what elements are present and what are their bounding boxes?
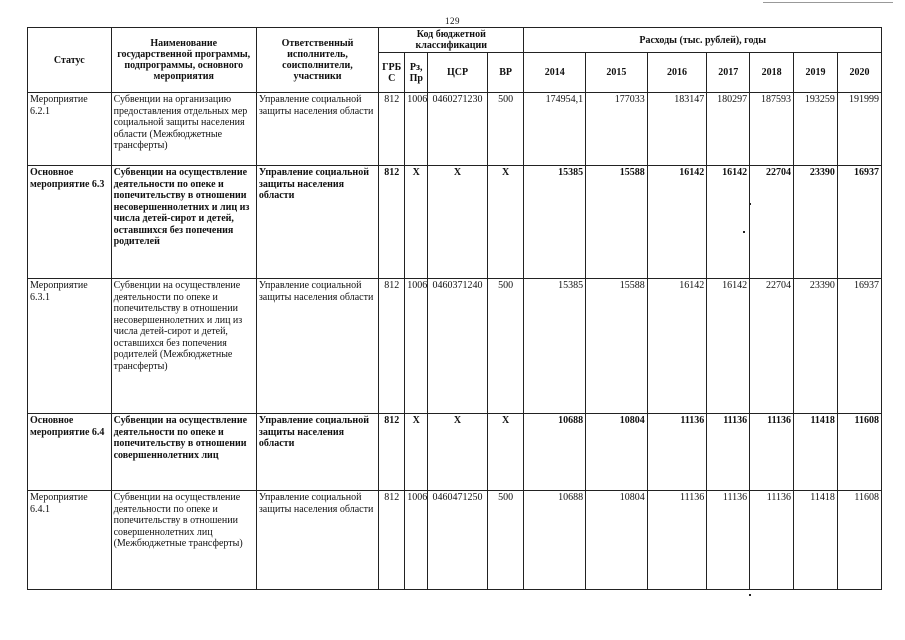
responsible-cell: Управление социальной защиты населения области	[256, 279, 378, 414]
header-year: 2020	[837, 53, 881, 93]
value-cell: 187593	[750, 93, 794, 166]
value-cell: 11136	[707, 414, 750, 491]
value-cell: 11136	[707, 491, 750, 590]
responsible-cell: Управление социальной защиты населения области	[256, 93, 378, 166]
value-cell: 22704	[750, 166, 794, 279]
scan-edge-mark	[763, 2, 893, 5]
csr-cell: 0460471250	[428, 491, 488, 590]
responsible-cell: Управление социальной защиты населения области	[256, 166, 378, 279]
scan-speck	[749, 203, 751, 205]
status-cell: Мероприятие 6.4.1	[28, 491, 112, 590]
rz-pr-cell: 1006	[405, 279, 428, 414]
scan-speck	[749, 594, 751, 596]
value-cell: 11608	[837, 491, 881, 590]
header-csr: ЦСР	[428, 53, 488, 93]
value-cell: 10688	[524, 414, 586, 491]
header-program-name: Наименование государственной программы, подпрограммы, основного мероприятия	[111, 28, 256, 93]
status-cell: Основное мероприятие 6.3	[28, 166, 112, 279]
value-cell: 11136	[647, 414, 707, 491]
value-cell: 16142	[707, 279, 750, 414]
rz-pr-cell: 1006	[405, 93, 428, 166]
name-cell: Субвенции на осуществление деятельности по опеке и попечительству в отношении несовершеннолетних и лиц из числа детей-сирот и детей, оставшихся без попечения родителей	[111, 166, 256, 279]
table-row	[28, 491, 882, 590]
header-status: Статус	[28, 28, 112, 93]
value-cell: 10804	[586, 491, 648, 590]
value-cell: 11136	[647, 491, 707, 590]
value-cell: 191999	[837, 93, 881, 166]
responsible-cell: Управление социальной защиты населения области	[256, 491, 378, 590]
header-year: 2018	[750, 53, 794, 93]
header-year: 2017	[707, 53, 750, 93]
value-cell: 15588	[586, 166, 648, 279]
page-number: 129	[445, 16, 460, 26]
value-cell: 11418	[794, 414, 838, 491]
table-row	[28, 414, 882, 491]
header-vr: ВР	[487, 53, 524, 93]
value-cell: 180297	[707, 93, 750, 166]
value-cell: 183147	[647, 93, 707, 166]
value-cell: 10688	[524, 491, 586, 590]
value-cell: 15385	[524, 279, 586, 414]
header-rz-pr: Рз, Пр	[405, 53, 428, 93]
budget-expenses-table	[27, 27, 882, 590]
csr-cell: X	[428, 414, 488, 491]
value-cell: 11418	[794, 491, 838, 590]
grbs-cell: 812	[379, 166, 405, 279]
value-cell: 15588	[586, 279, 648, 414]
name-cell: Субвенции на осуществление деятельности по опеке и попечительству в отношении совершеннолетних лиц (Межбюджетные трансферты)	[111, 491, 256, 590]
table-row	[28, 166, 882, 279]
header-year: 2014	[524, 53, 586, 93]
header-grbs: ГРБ С	[379, 53, 405, 93]
value-cell: 193259	[794, 93, 838, 166]
value-cell: 16142	[647, 279, 707, 414]
value-cell: 23390	[794, 166, 838, 279]
responsible-cell: Управление социальной защиты населения области	[256, 414, 378, 491]
header-year: 2019	[794, 53, 838, 93]
rz-pr-cell: 1006	[405, 491, 428, 590]
value-cell: 16142	[647, 166, 707, 279]
scan-speck	[743, 231, 745, 233]
table-row	[28, 93, 882, 166]
vr-cell: 500	[487, 93, 524, 166]
grbs-cell: 812	[379, 93, 405, 166]
grbs-cell: 812	[379, 491, 405, 590]
vr-cell: 500	[487, 279, 524, 414]
name-cell: Субвенции на организацию предоставления отдельных мер социальной защиты населения области (Межбюджетные трансферты)	[111, 93, 256, 166]
value-cell: 11136	[750, 491, 794, 590]
status-cell: Мероприятие 6.2.1	[28, 93, 112, 166]
status-cell: Мероприятие 6.3.1	[28, 279, 112, 414]
header-budget-code: Код бюджетной классификации	[379, 28, 524, 53]
value-cell: 16142	[707, 166, 750, 279]
name-cell: Субвенции на осуществление деятельности по опеке и попечительству в отношении совершеннолетних лиц	[111, 414, 256, 491]
vr-cell: X	[487, 166, 524, 279]
vr-cell: 500	[487, 491, 524, 590]
value-cell: 10804	[586, 414, 648, 491]
value-cell: 174954,1	[524, 93, 586, 166]
value-cell: 16937	[837, 279, 881, 414]
csr-cell: 0460271230	[428, 93, 488, 166]
rz-pr-cell: X	[405, 414, 428, 491]
csr-cell: X	[428, 166, 488, 279]
header-expenses: Расходы (тыс. рублей), годы	[524, 28, 882, 53]
table-row	[28, 279, 882, 414]
value-cell: 15385	[524, 166, 586, 279]
header-responsible: Ответственный исполнитель, соисполнители, участники	[256, 28, 378, 93]
name-cell: Субвенции на осуществление деятельности по опеке и попечительству в отношении несовершеннолетних и лиц из числа детей-сирот и детей, оставшихся без попечения родителей (Межбюджетные трансферты)	[111, 279, 256, 414]
rz-pr-cell: X	[405, 166, 428, 279]
header-row-1	[28, 28, 882, 53]
csr-cell: 0460371240	[428, 279, 488, 414]
header-year: 2016	[647, 53, 707, 93]
grbs-cell: 812	[379, 279, 405, 414]
value-cell: 177033	[586, 93, 648, 166]
header-year: 2015	[586, 53, 648, 93]
value-cell: 23390	[794, 279, 838, 414]
value-cell: 22704	[750, 279, 794, 414]
value-cell: 16937	[837, 166, 881, 279]
vr-cell: X	[487, 414, 524, 491]
status-cell: Основное мероприятие 6.4	[28, 414, 112, 491]
value-cell: 11608	[837, 414, 881, 491]
value-cell: 11136	[750, 414, 794, 491]
grbs-cell: 812	[379, 414, 405, 491]
